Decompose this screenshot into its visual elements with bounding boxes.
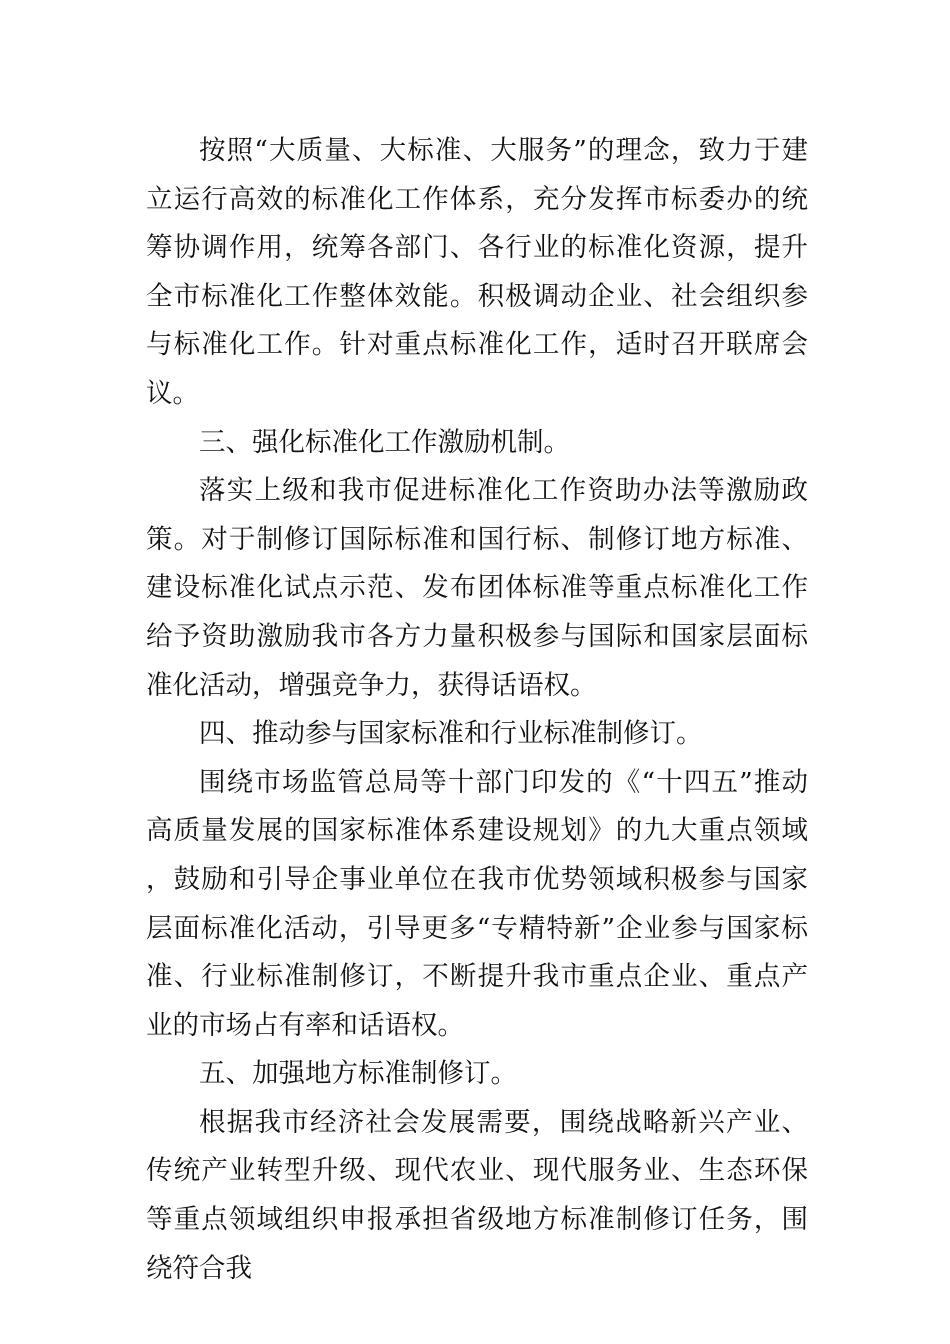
body-paragraph: 按照“大质量、大标准、大服务”的理念，致力于建立运行高效的标准化工作体系，充分发挥市标委办的统筹协调作用，统筹各部门、各行业的标准化资源，提升全市标准化工作整体效能。积极调动企业、社会组织参与标准化工作。针对重点标准化工作，适时召开联席会议。: [146, 135, 808, 409]
section-heading: 五、加强地方标准制修订。: [199, 1058, 517, 1090]
section-heading: 四、推动参与国家标准和行业标准制修订。: [199, 718, 703, 750]
section-heading: 三、强化标准化工作激励机制。: [199, 426, 570, 458]
body-paragraph: 围绕市场监管总局等十部门印发的《“十四五”推动高质量发展的国家标准体系建设规划》的九大重点领域，鼓励和引导企事业单位在我市优势领域积极参与国家层面标准化活动，引导更多“专精特新”企业参与国家标准、行业标准制修订，不断提升我市重点企业、重点产业的市场占有率和话语权。: [146, 766, 808, 1041]
body-paragraph: 根据我市经济社会发展需要，围绕战略新兴产业、传统产业转型升级、现代农业、现代服务业、生态环保等重点领域组织申报承担省级地方标准制修订任务，围绕符合我: [146, 1106, 808, 1284]
body-paragraph: 落实上级和我市促进标准化工作资助办法等激励政策。对于制修订国际标准和国行标、制修订地方标准、建设标准化试点示范、发布团体标准等重点标准化工作给予资助激励我市各方力量积极参与国际和国家层面标准化活动，增强竞争力，获得话语权。: [146, 475, 808, 701]
document-body: [146, 127, 808, 1293]
